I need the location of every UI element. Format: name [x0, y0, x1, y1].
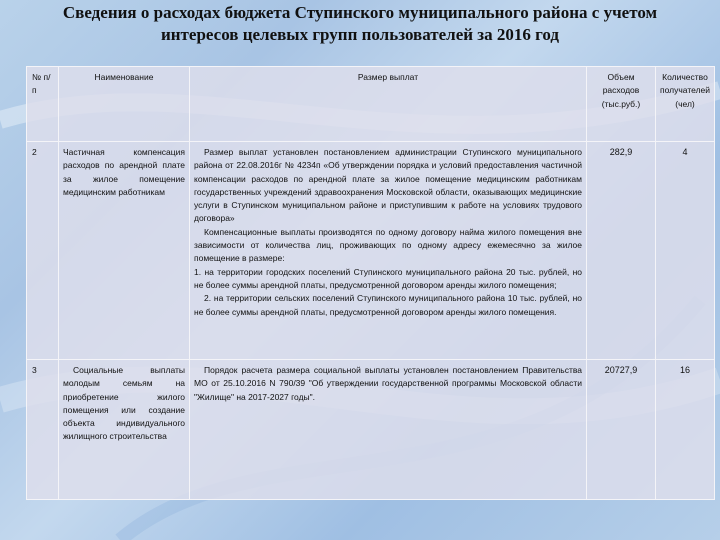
- row-count: 16: [656, 360, 715, 500]
- description-paragraph: Компенсационные выплаты производятся по одному договору найма жилого помещения вне зависимости от количества лиц, проживающих по одному адресу ежемесячно за жилое помещение в размере:: [194, 226, 582, 264]
- description-paragraph: 2. на территории сельских поселений Ступинского муниципального района 10 тыс. рублей, но не более суммы арендной платы, предусмотренной договором аренды жилого помещения.: [194, 293, 582, 317]
- header-volume: Объем расходов (тыс.руб.): [587, 67, 656, 142]
- header-description: Размер выплат: [190, 67, 587, 142]
- table-header-row: [27, 67, 715, 142]
- row-volume: 20727,9: [587, 360, 656, 500]
- row-num: 2: [27, 142, 59, 360]
- page-title: [0, 2, 720, 46]
- row-name: Социальные выплаты молодым семьям на приобретение жилого помещения или создание объекта индивидуального жилищного строительства: [59, 360, 190, 500]
- header-num: № п/п: [27, 67, 59, 142]
- row-description: [190, 142, 587, 360]
- row-volume: 282,9: [587, 142, 656, 360]
- title-line-1: Сведения о расходах бюджета Ступинского муниципального района с учетом: [62, 3, 658, 22]
- row-name: Частичная компенсация расходов по арендной плате за жилое помещение медицинским работникам: [59, 142, 190, 360]
- table-row: [27, 360, 715, 500]
- header-count: Количество получателей (чел): [656, 67, 715, 142]
- description-paragraph: Размер выплат установлен постановлением администрации Ступинского муниципального района от 22.08.2016г № 4234п «Об утверждении порядка и условий предоставления частичной компенсации расходов по арендной плате за жилое помещение медицинским работникам государственных учреждений здравоохранения Московской области, оказывающих медицинские услуги в Ступинском муниципальном районе и приступившим к работе на условиях трудового договора»: [194, 147, 582, 224]
- title-line-2: интересов целевых групп пользователей за 2016 год: [160, 25, 560, 44]
- row-description: [190, 360, 587, 500]
- header-name: Наименование: [59, 67, 190, 142]
- row-num: 3: [27, 360, 59, 500]
- row-count: 4: [656, 142, 715, 360]
- description-paragraph: 1. на территории городских поселений Ступинского муниципального района 20 тыс. рублей, но не более суммы арендной платы, предусмотренной договором аренды жилого помещения;: [194, 266, 582, 290]
- description-paragraph: Порядок расчета размера социальной выплаты установлен постановлением Правительства МО от 25.10.2016 N 790/39 "Об утверждении государственной программы Московской области "Жилище" на 2017-2027 годы".: [194, 365, 582, 402]
- table-row: [27, 142, 715, 360]
- expenses-table: [26, 66, 715, 500]
